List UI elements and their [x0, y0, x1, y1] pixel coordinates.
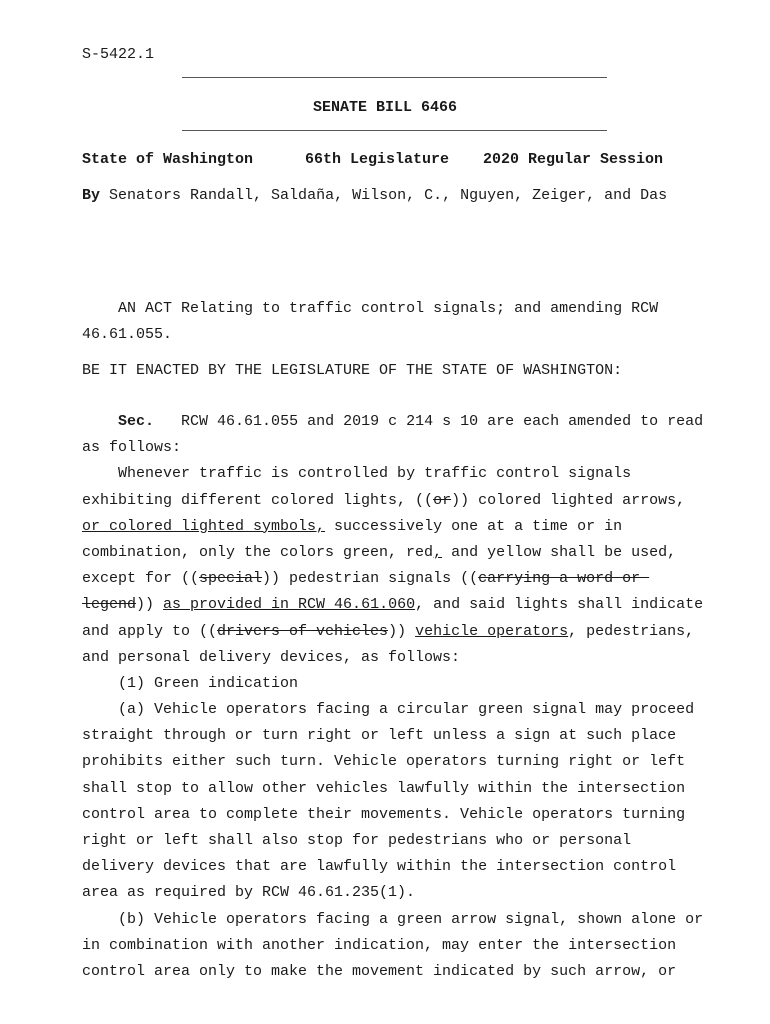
title-rule-bottom [182, 130, 607, 131]
p1-line-1: Whenever traffic is controlled by traffic control signals [118, 465, 632, 483]
inserted-text: , [433, 543, 443, 561]
p1-line-5: except for ((special)) pedestrian signals ((carrying a word or [82, 570, 650, 588]
act-title [82, 296, 722, 348]
inserted-text: vehicle operators [415, 622, 569, 640]
para-a-line-1: (a) Vehicle operators facing a circular green signal may proceed [118, 701, 695, 719]
para-a-line-7: delivery devices that are lawfully within the intersection control [82, 858, 677, 876]
para-b-line-1: (b) Vehicle operators facing a green arrow signal, shown alone or [118, 910, 704, 928]
subsection-1-heading: (1) Green indication [118, 674, 299, 692]
enacting-clause: BE IT ENACTED BY THE LEGISLATURE OF THE STATE OF WASHINGTON: [82, 362, 623, 379]
deleted-text: special [199, 570, 263, 588]
inserted-text: as provided in RCW 46.61.060 [163, 596, 416, 614]
document-id: S-5422.1 [82, 46, 155, 63]
p1-line-8: and personal delivery devices, as follows: [82, 648, 461, 666]
by-label: By [82, 187, 101, 204]
p1-line-7: and apply to ((drivers of vehicles)) vehicle operators, pedestrians, [82, 622, 695, 640]
section-label: Sec. [118, 413, 155, 430]
deleted-text: drivers of vehicles [217, 622, 389, 640]
deleted-text: or [433, 491, 452, 509]
para-a-line-8: area as required by RCW 46.61.235(1). [82, 884, 416, 902]
para-b-line-2: in combination with another indication, may enter the intersection [82, 936, 677, 954]
inserted-text: or colored lighted symbols, [82, 517, 326, 535]
para-a-line-3: prohibits either such turn. Vehicle operators turning right or left [82, 753, 686, 771]
p1-line-4: combination, only the colors green, red, and yellow shall be used, [82, 543, 677, 561]
act-line-1: AN ACT Relating to traffic control signals; and amending RCW [118, 300, 659, 317]
p1-line-3: or colored lighted symbols, successively one at a time or in [82, 517, 623, 535]
para-a-line-5: control area to complete their movements. Vehicle operators turning [82, 805, 686, 823]
sponsors-line [82, 187, 667, 204]
sponsors: Senators Randall, Saldaña, Wilson, C., Nguyen, Zeiger, and Das [109, 187, 668, 204]
para-b-line-3: control area only to make the movement indicated by such arrow, or [82, 962, 677, 980]
session-label: 2020 Regular Session [483, 151, 664, 168]
deleted-text: carrying a word or [478, 570, 650, 588]
legislature-label: 66th Legislature [305, 151, 450, 168]
p1-line-6: legend)) as provided in RCW 46.61.060, and said lights shall indicate [82, 596, 704, 614]
title-rule-top [182, 77, 607, 78]
para-a-line-6: right or left shall also stop for pedestrians who or personal [82, 832, 632, 849]
section-intro-line-2: as follows: [82, 439, 182, 457]
para-a-line-4: shall stop to allow other vehicles lawfully within the intersection [82, 779, 686, 797]
para-a-line-2: straight through or turn right or left unless a sign at such place [82, 727, 677, 745]
p1-line-2: exhibiting different colored lights, ((or)) colored lighted arrows, [82, 491, 686, 509]
act-line-2: 46.61.055. [82, 326, 173, 344]
bill-title: SENATE BILL 6466 [312, 99, 458, 116]
section-intro-line-1: Sec. RCW 46.61.055 and 2019 c 214 s 10 are each amended to read [118, 413, 704, 430]
section-body [82, 409, 722, 985]
state-label: State of Washington [82, 151, 254, 168]
deleted-text: legend [82, 596, 137, 614]
